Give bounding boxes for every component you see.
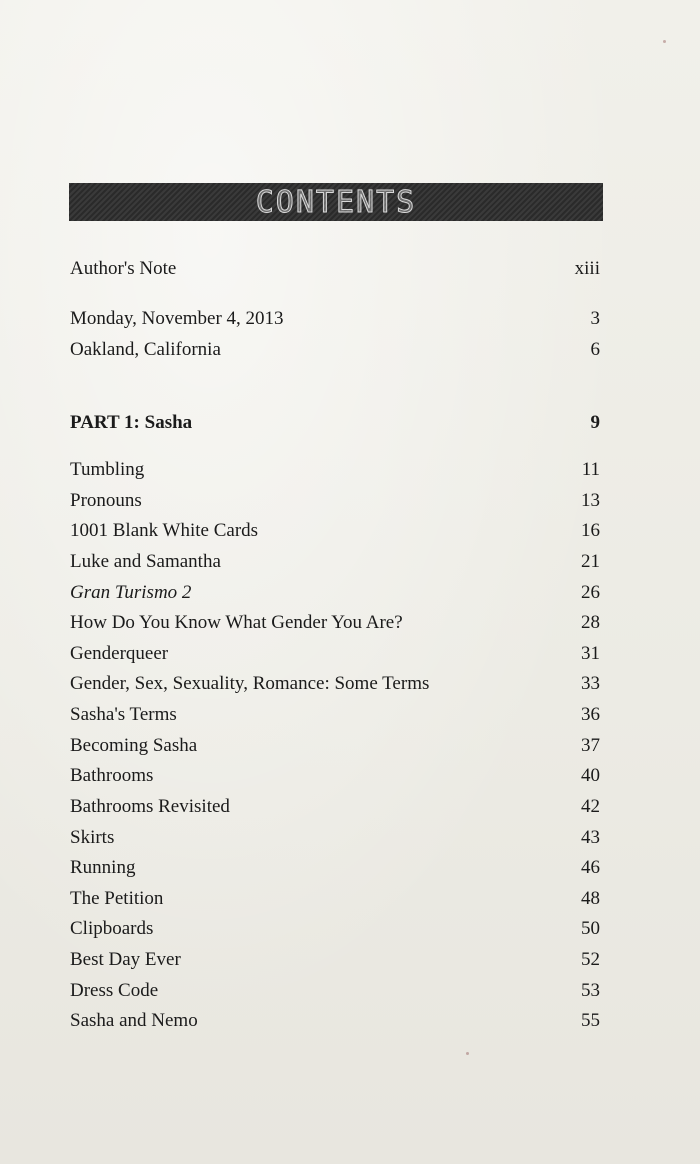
toc-entry	[70, 549, 600, 575]
toc-entry-page: 21	[581, 551, 600, 572]
toc-entry	[70, 488, 600, 514]
toc-entry-title: Sasha's Terms	[70, 704, 177, 725]
toc-entry-page: 6	[590, 339, 600, 360]
paper-speck	[466, 1052, 469, 1055]
toc-entry	[70, 794, 600, 820]
toc-entry	[70, 671, 600, 697]
toc-entry	[70, 610, 600, 636]
toc-entry-title: Becoming Sasha	[70, 735, 198, 756]
toc-entry-title: Bathrooms	[70, 765, 154, 786]
toc-entry	[70, 825, 600, 851]
toc-entry	[70, 978, 600, 1004]
contents-heading: CONTENTS	[255, 184, 417, 220]
toc-entry	[70, 886, 600, 912]
toc-entry-title: Luke and Samantha	[70, 551, 221, 572]
toc-entry	[70, 733, 600, 759]
toc-entry-title: Tumbling	[70, 459, 145, 480]
toc-entry	[70, 641, 600, 667]
toc-entry	[70, 947, 600, 973]
toc-entry-title: Clipboards	[70, 918, 154, 939]
toc-entry-title: Best Day Ever	[70, 949, 181, 970]
toc-entry-page: 33	[581, 673, 600, 694]
contents-header-bar	[69, 183, 603, 221]
toc-entry-title: Author's Note	[70, 258, 177, 279]
toc-entry-title: The Petition	[70, 888, 164, 909]
part-page: 9	[590, 412, 600, 433]
toc-entry-page: 28	[581, 612, 600, 633]
toc-entry-page: 13	[581, 490, 600, 511]
toc-entry-title: Dress Code	[70, 980, 159, 1001]
toc-entry-monday	[70, 306, 600, 332]
toc-entry-page: 31	[581, 643, 600, 664]
toc-entry-page: 53	[581, 980, 600, 1001]
toc-entry	[70, 518, 600, 544]
toc-entry-page: 16	[581, 520, 600, 541]
toc-entry-title: Gender, Sex, Sexuality, Romance: Some Terms	[70, 673, 430, 694]
toc-entry-page: 3	[590, 308, 600, 329]
toc-entry-title: Gran Turismo 2	[70, 582, 192, 603]
toc-entry-page: 43	[581, 827, 600, 848]
toc-entry-page: 36	[581, 704, 600, 725]
toc-part-heading	[70, 410, 600, 436]
toc-entry-title: 1001 Blank White Cards	[70, 520, 259, 541]
toc-entry-page: 42	[581, 796, 600, 817]
toc-entry-title: Running	[70, 857, 136, 878]
toc-entry	[70, 580, 600, 606]
toc-entry-page: 40	[581, 765, 600, 786]
toc-entry-oakland	[70, 337, 600, 363]
paper-speck	[663, 40, 666, 43]
toc-entry-title: Pronouns	[70, 490, 142, 511]
toc-entry-authors-note	[70, 256, 600, 282]
part-title: PART 1: Sasha	[70, 412, 193, 433]
toc-entry-page: 26	[581, 582, 600, 603]
toc-entry-page: 52	[581, 949, 600, 970]
toc-entry-page: 48	[581, 888, 600, 909]
toc-entry-title: Bathrooms Revisited	[70, 796, 230, 817]
toc-entry-title: Oakland, California	[70, 339, 221, 360]
toc-entry	[70, 702, 600, 728]
toc-entry-page: xiii	[574, 258, 600, 279]
toc-entry-page: 46	[581, 857, 600, 878]
toc-entry	[70, 1008, 600, 1034]
toc-entry	[70, 855, 600, 881]
toc-entry-title: Monday, November 4, 2013	[70, 308, 284, 329]
toc-entry	[70, 457, 600, 483]
toc-entry-page: 11	[581, 459, 600, 480]
toc-entry-title: Sasha and Nemo	[70, 1010, 198, 1031]
toc-entry	[70, 763, 600, 789]
toc-entry-page: 37	[581, 735, 600, 756]
toc-entry-page: 55	[581, 1010, 600, 1031]
toc-entry-title: Genderqueer	[70, 643, 169, 664]
toc-entry-title: Skirts	[70, 827, 115, 848]
toc-entry-page: 50	[581, 918, 600, 939]
toc-entry-title: How Do You Know What Gender You Are?	[70, 612, 403, 633]
toc-entry	[70, 916, 600, 942]
